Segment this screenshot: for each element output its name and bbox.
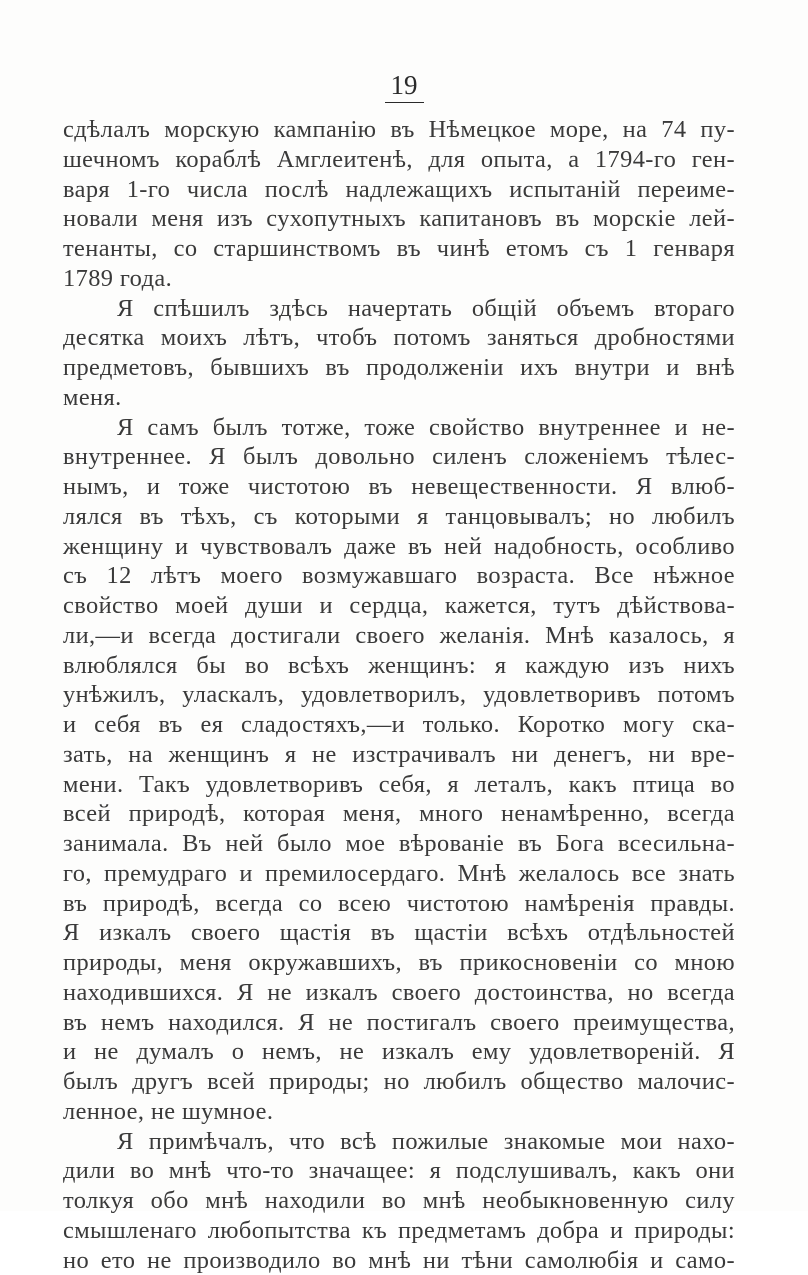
- text-line: свойство моей души и сердца, кажется, тутъ дѣйствова-: [63, 591, 735, 621]
- text-line: меня.: [63, 383, 735, 413]
- text-line: зать, на женщинъ я не изстрачивалъ ни денегъ, ни вре-: [63, 740, 735, 770]
- text-line: го, премудраго и премилосердаго. Мнѣ желалось все знать: [63, 859, 735, 889]
- text-line: мени. Такъ удовлетворивъ себя, я леталъ, какъ птица во: [63, 770, 735, 800]
- text-line: сдѣлалъ морскую кампанію въ Нѣмецкое море, на 74 пу-: [63, 115, 735, 145]
- text-line: и себя въ ея сладостяхъ,—и только. Коротко могу ска-: [63, 710, 735, 740]
- text-line: толкуя обо мнѣ находили во мнѣ необыкновенную силу: [63, 1186, 735, 1216]
- text-line: всей природѣ, которая меня, много ненамѣренно, всегда: [63, 799, 735, 829]
- text-line: ли,—и всегда достигали своего желанія. Мнѣ казалось, я: [63, 621, 735, 651]
- text-line: нымъ, и тоже чистотою въ невещественности. Я влюб-: [63, 472, 735, 502]
- text-line: лялся въ тѣхъ, съ которыми я танцовывалъ; но любилъ: [63, 502, 735, 532]
- text-line: предметовъ, бывшихъ въ продолженіи ихъ внутри и внѣ: [63, 353, 735, 383]
- page-number: 19: [0, 72, 808, 103]
- text-line: природы, меня окружавшихъ, въ прикосновеніи со мною: [63, 948, 735, 978]
- paragraph-start-line: Я примѣчалъ, что всѣ пожилые знакомые мои нахо-: [63, 1127, 735, 1157]
- text-line: смышленаго любопытства къ предметамъ добра и природы:: [63, 1216, 735, 1246]
- text-line: влюблялся бы во всѣхъ женщинъ: я каждую изъ нихъ: [63, 651, 735, 681]
- text-line: варя 1-го числа послѣ надлежащихъ испытаній переиме-: [63, 175, 735, 205]
- text-line: ленное, не шумное.: [63, 1097, 735, 1127]
- text-line: дили во мнѣ что-то значащее: я подслушивалъ, какъ они: [63, 1156, 735, 1186]
- text-line: десятка моихъ лѣтъ, чтобъ потомъ заняться дробностями: [63, 323, 735, 353]
- text-line: въ немъ находился. Я не постигалъ своего преимущества,: [63, 1008, 735, 1038]
- text-line: новали меня изъ сухопутныхъ капитановъ въ морскіе лей-: [63, 204, 735, 234]
- paragraph-start-line: Я самъ былъ тотже, тоже свойство внутреннее и не-: [63, 413, 735, 443]
- text-line: находившихся. Я не изкалъ своего достоинства, но всегда: [63, 978, 735, 1008]
- text-line: женщину и чувствовалъ даже въ ней надобность, особливо: [63, 532, 735, 562]
- text-line: шечномъ кораблѣ Амглеитенѣ, для опыта, а 1794-го ген-: [63, 145, 735, 175]
- text-line: былъ другъ всей природы; но любилъ общество малочис-: [63, 1067, 735, 1097]
- text-line: тенанты, со старшинствомъ въ чинѣ етомъ съ 1 генваря: [63, 234, 735, 264]
- text-line: унѣжилъ, уласкалъ, удовлетворилъ, удовлетворивъ потомъ: [63, 680, 735, 710]
- paragraph-start-line: Я спѣшилъ здѣсь начертать общій объемъ втораго: [63, 294, 735, 324]
- text-line: Я изкалъ своего щастія въ щастіи всѣхъ отдѣльностей: [63, 918, 735, 948]
- text-line: въ природѣ, всегда со всею чистотою намѣренія правды.: [63, 889, 735, 919]
- text-line: внутреннее. Я былъ довольно силенъ сложеніемъ тѣлес-: [63, 442, 735, 472]
- text-line: 1789 года.: [63, 264, 735, 294]
- text-line: съ 12 лѣтъ моего возмужавшаго возраста. Все нѣжное: [63, 561, 735, 591]
- text-line: и не думалъ о немъ, не изкалъ ему удовлетвореній. Я: [63, 1037, 735, 1067]
- body-text: [63, 115, 735, 1275]
- text-line: занимала. Въ ней было мое вѣрованіе въ Бога всесильна-: [63, 829, 735, 859]
- text-line: но ето не производило во мнѣ ни тѣни самолюбія и само-: [63, 1246, 735, 1275]
